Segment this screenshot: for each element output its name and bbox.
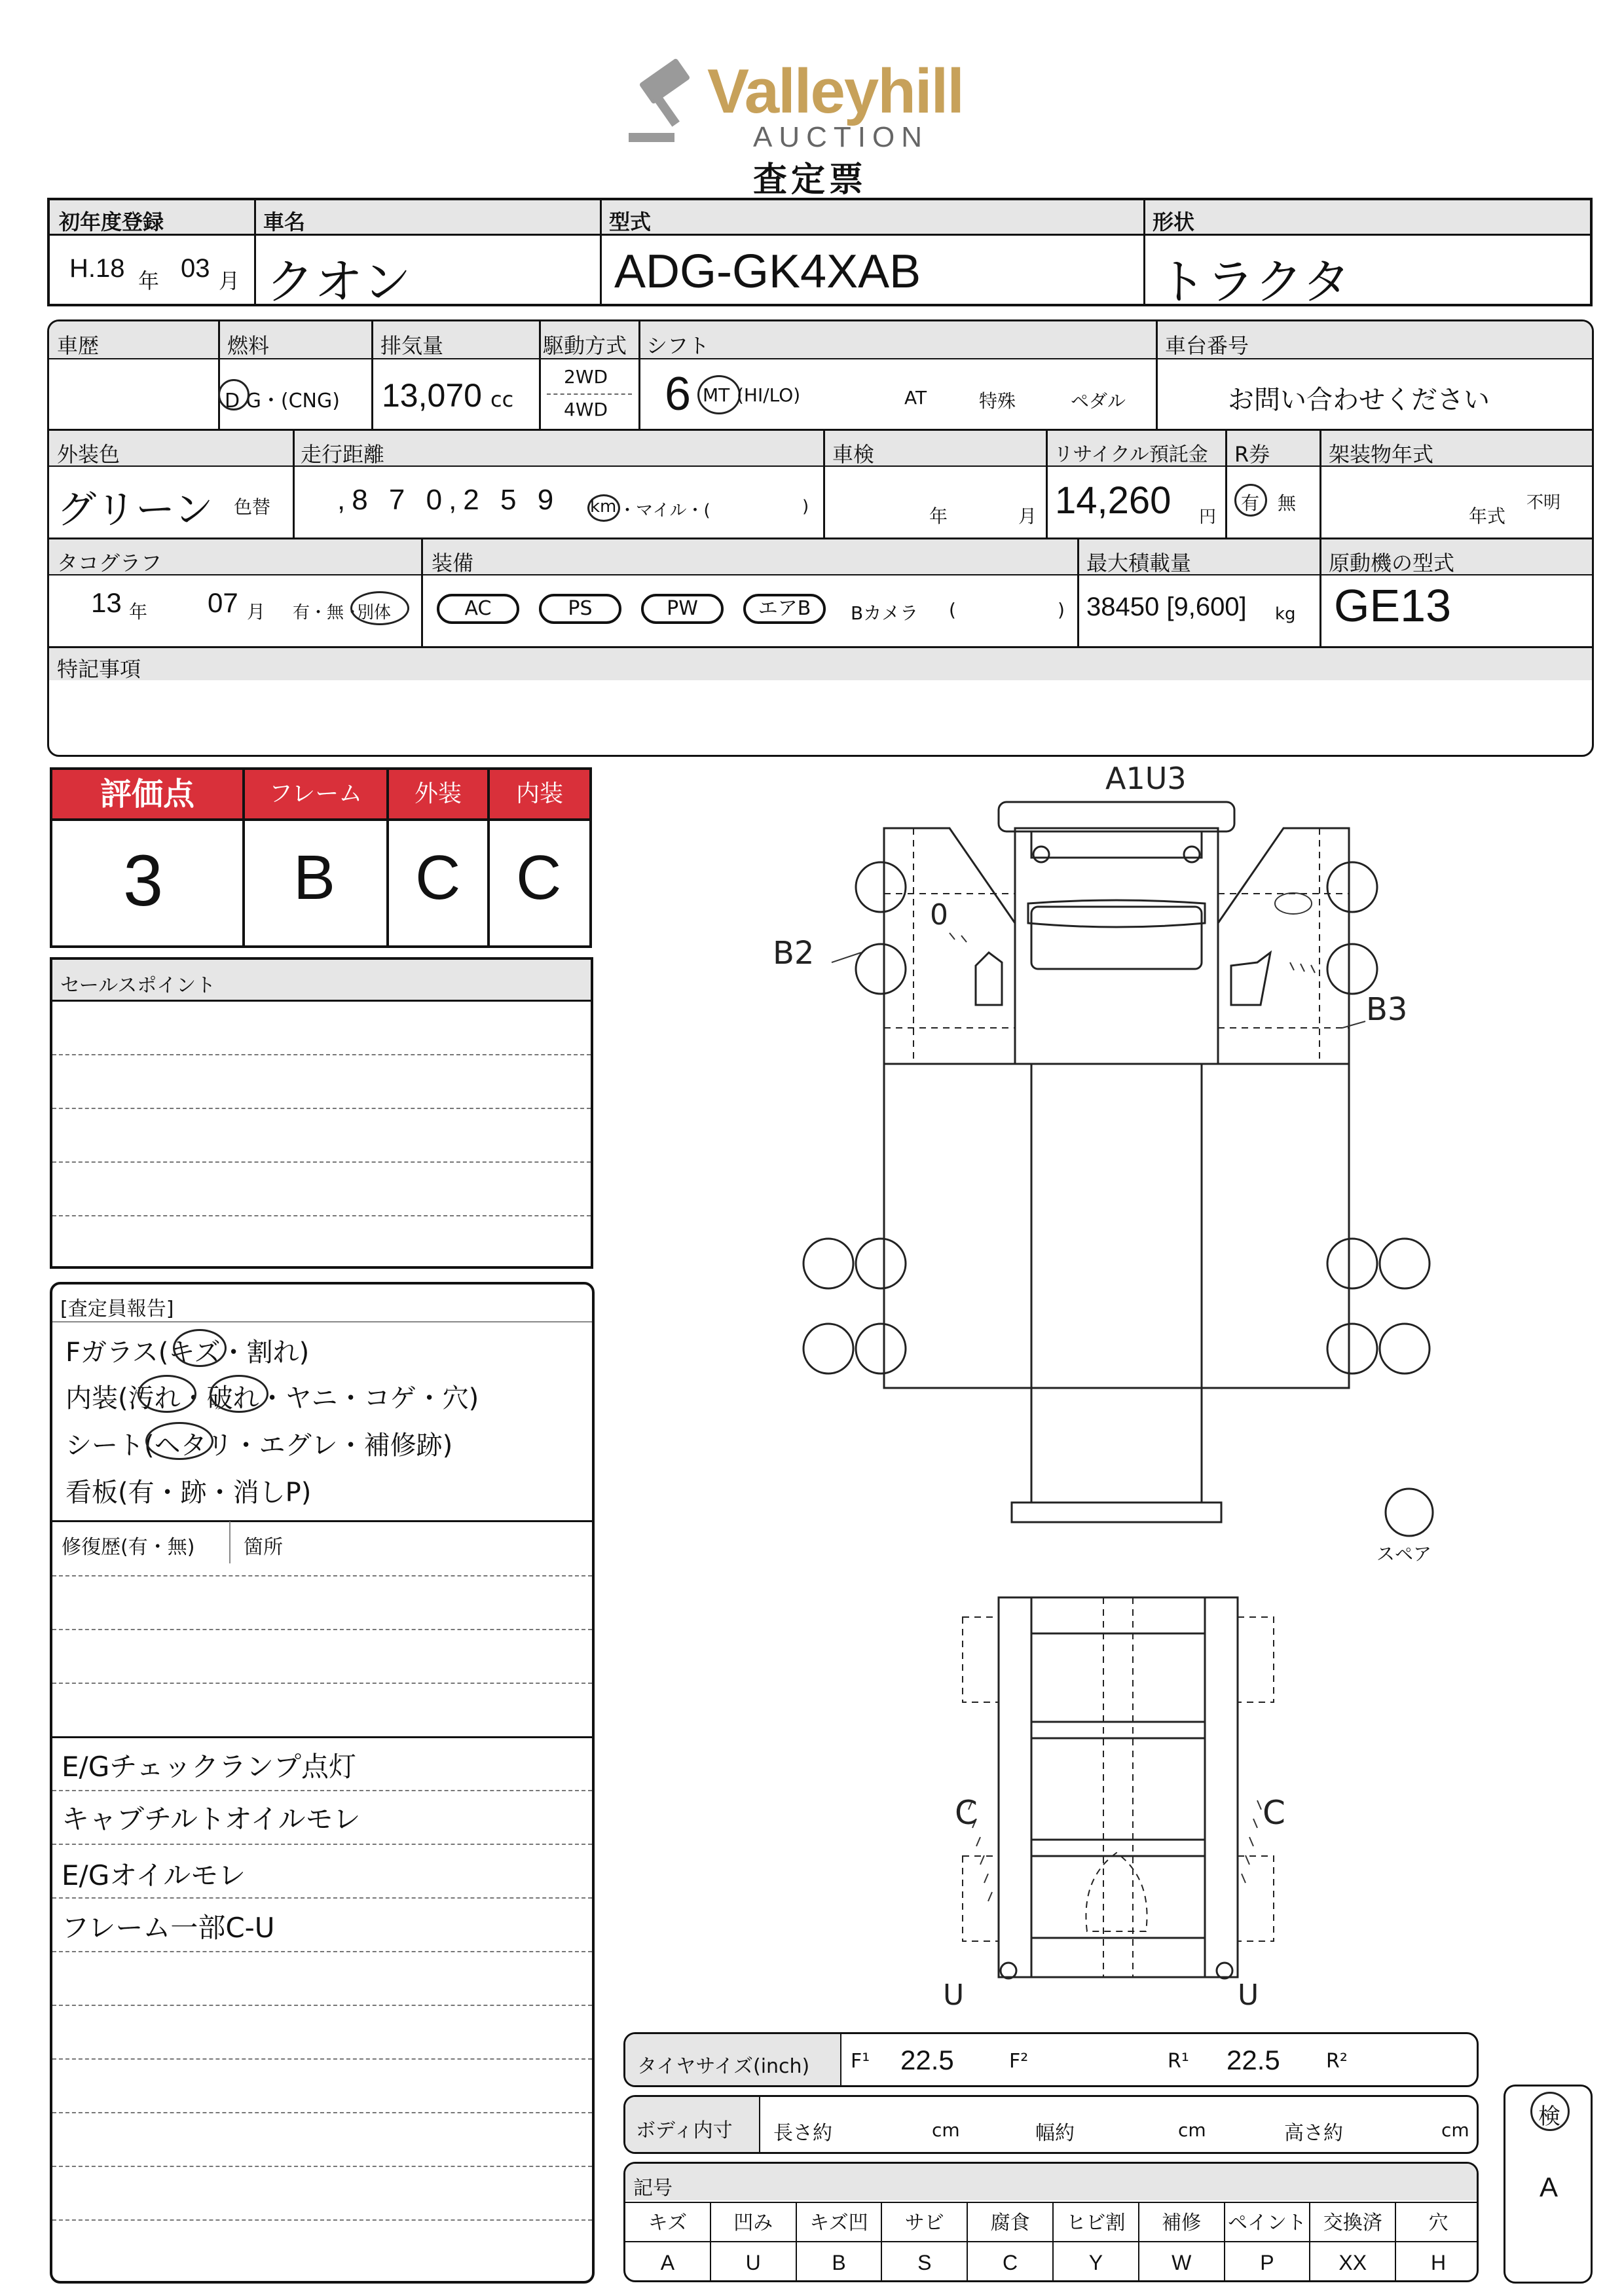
tire-r2-label: R² xyxy=(1326,2050,1348,2073)
score-value: 3 xyxy=(123,841,164,921)
displacement-label: 排気量 xyxy=(380,333,444,358)
inspect-label: 検 xyxy=(1538,2104,1560,2130)
car-name: クオン xyxy=(266,255,411,309)
inspector-item-glass: Fガラス(キズ・割れ) xyxy=(65,1338,310,1368)
tire-label: タイヤサイズ(inch) xyxy=(637,2055,810,2078)
mileage-mile: ・マイル・( xyxy=(619,501,710,520)
brand-name: Valleyhill xyxy=(707,56,963,126)
mileage-close: ) xyxy=(802,497,809,517)
equip-pw: PW xyxy=(641,594,724,624)
sales-point-label: セールスポイント xyxy=(60,974,216,997)
recycle-label: リサイクル預託金 xyxy=(1054,443,1208,466)
frame-left-mark: C xyxy=(955,1794,978,1832)
body-dims-label: ボディ内寸 xyxy=(636,2119,733,2142)
shift-label: シフト xyxy=(646,333,710,358)
drive-2wd: 2WD xyxy=(564,366,608,388)
body-year-unknown: 不明 xyxy=(1526,493,1561,513)
repair-location-label: 箇所 xyxy=(244,1536,283,1559)
first-reg-month-unit: 月 xyxy=(219,268,240,293)
inspector-item-seat: シート(ヘタリ・エグレ・補修跡) xyxy=(65,1430,453,1461)
symbol-code: A xyxy=(660,2251,675,2274)
frame-br-mark: U xyxy=(1238,1978,1259,2012)
symbol-code: H xyxy=(1431,2251,1447,2274)
body-height-unit: cm xyxy=(1441,2119,1469,2141)
tacho-options: 有・無・ xyxy=(293,603,361,623)
symbol-col xyxy=(881,2202,967,2282)
symbol-name: 腐食 xyxy=(968,2202,1052,2242)
engine-label: 原動機の型式 xyxy=(1329,551,1455,575)
symbol-name: 穴 xyxy=(1396,2202,1479,2242)
color-change: 色替 xyxy=(234,496,271,518)
fuel-options: D G・(CNG) xyxy=(225,390,340,412)
engine-value: GE13 xyxy=(1334,580,1451,631)
symbol-col xyxy=(1224,2202,1310,2282)
diagram-top-note: A1U3 xyxy=(1105,761,1187,796)
sales-point-box xyxy=(50,957,593,1269)
mileage-value: ,8 7 0,2 5 9 xyxy=(337,484,561,516)
first-reg-month: 03 xyxy=(181,254,210,283)
symbol-col xyxy=(710,2202,796,2282)
gavel-icon xyxy=(622,56,707,147)
chassis-label: 車台番号 xyxy=(1165,333,1249,358)
equip-label: 装備 xyxy=(432,551,474,575)
mileage-label: 走行距離 xyxy=(301,442,385,467)
body-height-label: 高さ約 xyxy=(1284,2122,1343,2145)
drive-4wd: 4WD xyxy=(564,399,608,420)
body-width-unit: cm xyxy=(1178,2119,1206,2141)
shift-special: 特殊 xyxy=(979,390,1016,412)
displacement-value: 13,070 xyxy=(382,377,482,414)
diagram-left-mark: 0 xyxy=(930,898,948,932)
tire-size-box xyxy=(623,2032,1479,2087)
symbol-code: S xyxy=(917,2251,932,2274)
note-frame-cu: フレーム一部C-U xyxy=(62,1912,275,1944)
frame-label: フレーム xyxy=(245,770,386,818)
note-engine-oil: E/Gオイルモレ xyxy=(62,1859,246,1891)
first-reg-year-unit: 年 xyxy=(138,268,160,293)
symbol-code: Y xyxy=(1088,2251,1103,2274)
tacho-month: 07 xyxy=(208,587,238,618)
symbol-name: サビ xyxy=(882,2202,967,2242)
symbol-name: 交換済 xyxy=(1310,2202,1395,2242)
r-ticket-label: R券 xyxy=(1234,442,1270,467)
tire-r1-value: 22.5 xyxy=(1227,2045,1280,2075)
first-reg-era: H.18 xyxy=(69,254,125,283)
symbols-box xyxy=(623,2162,1479,2282)
inspect-box xyxy=(1504,2085,1593,2284)
logo xyxy=(622,56,989,154)
tire-r1-label: R¹ xyxy=(1168,2050,1189,2073)
fuel-d-circle xyxy=(218,379,249,410)
body-dims-box xyxy=(623,2095,1479,2154)
equip-camera: Bカメラ xyxy=(851,602,919,624)
mileage-km: km xyxy=(590,497,617,517)
fuel-label: 燃料 xyxy=(227,333,270,358)
top-row xyxy=(47,198,1593,309)
shift-hilo: (HI/LO) xyxy=(737,384,801,406)
doc-title: 査定票 xyxy=(753,160,868,200)
symbol-col xyxy=(1138,2202,1224,2282)
body-length-label: 長さ約 xyxy=(773,2122,832,2145)
notes-label: 特記事項 xyxy=(57,657,141,682)
diagram-right-note: B3 xyxy=(1366,991,1408,1028)
frame-bl-mark: U xyxy=(943,1978,965,2012)
frame-value: B xyxy=(293,843,336,913)
symbol-col xyxy=(625,2202,710,2282)
shift-number: 6 xyxy=(665,368,692,420)
tacho-year: 13 xyxy=(91,587,122,618)
max-load-label: 最大積載量 xyxy=(1086,551,1192,575)
repair-history-label: 修復歴(有・無) xyxy=(62,1536,195,1559)
history-label: 車歴 xyxy=(57,333,100,358)
spec-section xyxy=(47,319,1594,757)
spare-label: スペア xyxy=(1376,1543,1432,1565)
body-length-unit: cm xyxy=(932,2119,960,2141)
tire-f2-label: F² xyxy=(1009,2050,1029,2073)
equip-ps: PS xyxy=(539,594,621,624)
body-year-label: 架装物年式 xyxy=(1329,442,1434,467)
displacement-unit: cc xyxy=(490,387,514,412)
inspect-value: A xyxy=(1540,2172,1559,2202)
note-cab-tilt: キャブチルトオイルモレ xyxy=(62,1803,361,1835)
equip-paren-close: ) xyxy=(1058,599,1065,621)
inspector-title: [査定員報告] xyxy=(60,1298,174,1321)
diagram-left-note: B2 xyxy=(773,935,815,972)
tacho-year-unit: 年 xyxy=(129,601,148,623)
tire-f1-value: 22.5 xyxy=(900,2045,954,2075)
inspector-item-interior: 内装(汚れ・破れ・ヤニ・コゲ・穴) xyxy=(65,1383,479,1413)
interior-label: 内装 xyxy=(490,770,589,818)
truck-diagram xyxy=(773,766,1506,2010)
first-reg-label: 初年度登録 xyxy=(59,210,164,234)
symbol-col xyxy=(967,2202,1052,2282)
equip-paren-open: ( xyxy=(949,599,956,621)
grade-box xyxy=(50,767,592,948)
frame-right-mark: C xyxy=(1263,1794,1285,1832)
tire-f1-label: F¹ xyxy=(851,2050,870,2073)
recycle-value: 14,260 xyxy=(1055,479,1172,522)
symbol-code: XX xyxy=(1338,2251,1367,2274)
tacho-month-unit: 月 xyxy=(247,601,266,623)
inspection-month: 月 xyxy=(1018,505,1037,527)
inspection-year: 年 xyxy=(929,505,948,527)
symbol-col xyxy=(1395,2202,1479,2282)
shape-value: トラクタ xyxy=(1158,255,1351,309)
car-name-label: 車名 xyxy=(263,210,306,234)
symbol-col xyxy=(796,2202,881,2282)
glass-scratch-circle xyxy=(173,1329,227,1367)
symbol-name: 凹み xyxy=(711,2202,796,2242)
inspector-report xyxy=(50,1282,595,2284)
brand-sub: AUCTION xyxy=(753,121,929,153)
symbols-grid xyxy=(625,2202,1479,2282)
symbol-col xyxy=(1052,2202,1138,2282)
symbol-name: ヒビ割 xyxy=(1054,2202,1138,2242)
drive-label: 駆動方式 xyxy=(543,333,627,358)
shape-label: 形状 xyxy=(1153,210,1195,234)
symbol-code: C xyxy=(1003,2251,1018,2274)
color-label: 外装色 xyxy=(57,442,120,467)
shift-pedal: ペダル xyxy=(1071,390,1126,412)
inspection-label: 車検 xyxy=(832,442,875,467)
symbol-code: U xyxy=(745,2251,761,2274)
shift-mt: MT xyxy=(703,384,730,406)
symbol-code: B xyxy=(832,2251,846,2274)
tacho-separate: 別体 xyxy=(357,603,392,623)
note-engine-lamp: E/Gチェックランプ点灯 xyxy=(62,1751,356,1783)
inspector-item-sign: 看板(有・跡・消しP) xyxy=(65,1478,312,1508)
body-year-unit: 年式 xyxy=(1469,505,1506,527)
interior-dirt-circle xyxy=(138,1375,196,1413)
r-ticket-yes: 有 xyxy=(1241,492,1260,514)
equip-ac: AC xyxy=(437,594,519,624)
score-label: 評価点 xyxy=(52,770,242,818)
recycle-unit: 円 xyxy=(1199,507,1217,527)
equip-airbag: エアB xyxy=(743,594,826,624)
interior-value: C xyxy=(516,843,562,913)
color-value: グリーン xyxy=(57,488,213,532)
model-label: 型式 xyxy=(609,210,652,234)
symbol-col xyxy=(1309,2202,1395,2282)
model-value: ADG-GK4XAB xyxy=(614,246,921,298)
exterior-value: C xyxy=(415,843,461,913)
symbol-name: キズ xyxy=(625,2202,710,2242)
symbol-name: キズ凹 xyxy=(797,2202,881,2242)
symbol-name: 補修 xyxy=(1139,2202,1224,2242)
chassis-value: お問い合わせください xyxy=(1228,385,1490,415)
symbols-label: 記号 xyxy=(633,2177,673,2200)
max-load-value: 38450 [9,600] xyxy=(1086,592,1247,621)
max-load-unit: kg xyxy=(1275,604,1296,624)
body-width-label: 幅約 xyxy=(1035,2122,1075,2145)
symbol-name: ペイント xyxy=(1225,2202,1310,2242)
interior-tear-circle xyxy=(210,1375,268,1413)
tacho-label: タコグラフ xyxy=(57,551,162,575)
r-ticket-no: 無 xyxy=(1278,492,1297,514)
seat-wear-circle xyxy=(145,1422,213,1460)
shift-at: AT xyxy=(904,387,927,409)
symbol-code: W xyxy=(1172,2251,1192,2274)
exterior-label: 外装 xyxy=(389,770,487,818)
symbol-code: P xyxy=(1260,2251,1274,2274)
